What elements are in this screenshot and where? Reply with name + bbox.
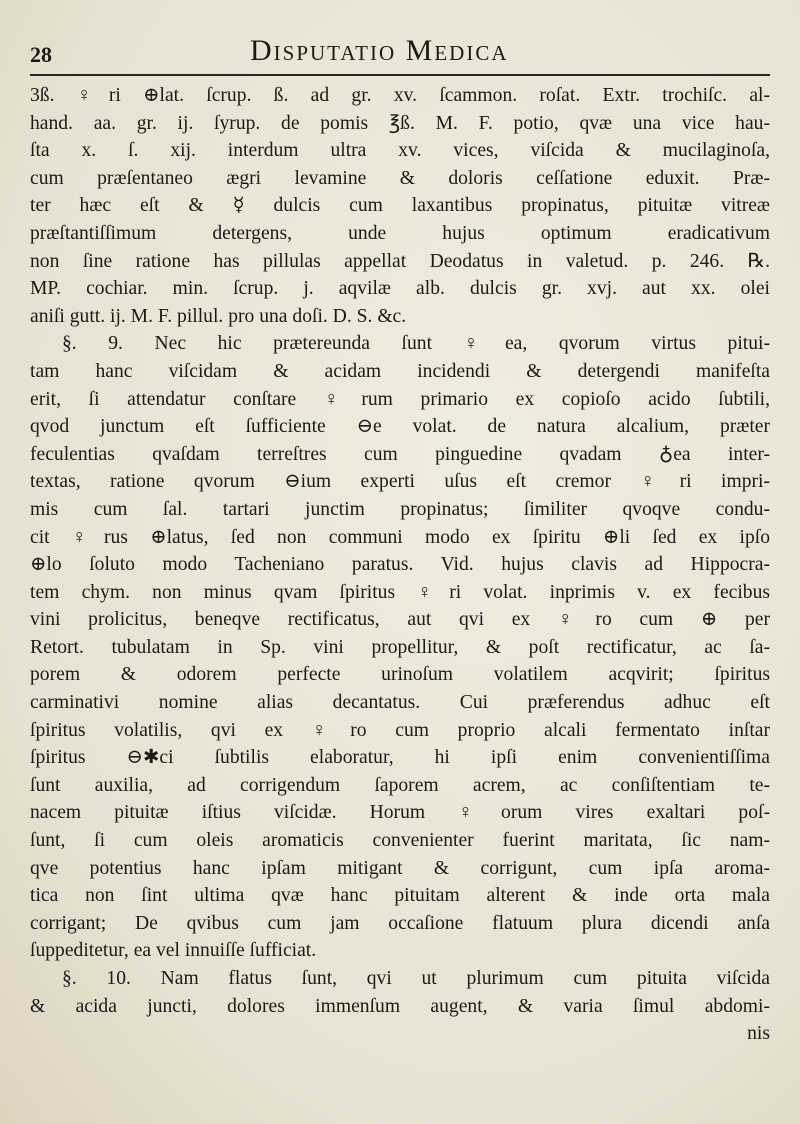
text-line: ter hæc eſt & ☿ dulcis cum laxantibus propinatus, pituitæ vitreæ bbox=[30, 195, 770, 217]
text-line: & acida juncti, dolores immenſum augent, & varia ſimul abdomi- bbox=[30, 995, 770, 1017]
text-line: non ſine ratione has pillulas appellat Deodatus in valetud. p. 246. ℞. bbox=[30, 250, 770, 272]
text-line: qve potentius hanc ipſam mitigant & corrigunt, cum ipſa aroma- bbox=[30, 857, 770, 879]
text-line: ſpiritus volatilis, qvi ex ♀ro cum proprio alcali fermentato inſtar bbox=[30, 719, 770, 741]
text-body bbox=[30, 82, 770, 1048]
paragraph-start-10: §. 10. Nam flatus ſunt, qvi ut plurimum cum pituita viſcida bbox=[62, 968, 770, 989]
text-line: carminativi nomine alias decantatus. Cui præferendus adhuc eſt bbox=[30, 692, 770, 714]
text-line: erit, ſi attendatur conſtare ♀rum primario ex copioſo acido ſubtili, bbox=[30, 388, 770, 410]
text-line: mis cum ſal. tartari junctim propinatus; ſimiliter qvoqve condu- bbox=[30, 498, 770, 520]
text-line: vini prolicitus, beneqve rectificatus, aut qvi ex ♀ro cum ⊕ per bbox=[30, 609, 770, 631]
text-line: ⊕lo ſoluto modo Tacheniano paratus. Vid. hujus clavis ad Hippocra- bbox=[30, 554, 770, 576]
text-line: textas, ratione qvorum ⊖ium experti uſus eſt cremor ♀ri impri- bbox=[30, 471, 770, 493]
running-head: Disputatio Medica bbox=[250, 34, 509, 67]
text-line: ſunt auxilia, ad corrigendum ſaporem acrem, ac conſiſtentiam te- bbox=[30, 774, 770, 796]
text-line: feculentias qvaſdam terreſtres cum pinguedine qvadam ♁ea inter- bbox=[30, 443, 770, 465]
text-line: porem & odorem perfecte urinoſum volatilem acqvirit; ſpiritus bbox=[30, 664, 770, 686]
text-line: corrigant; De qvibus cum jam occaſione flatuum plura dicendi anſa bbox=[30, 912, 770, 934]
text-line: tam hanc viſcidam & acidam incidendi & detergendi manifeſta bbox=[30, 360, 770, 382]
catchword: nis bbox=[747, 1023, 770, 1045]
page-number: 28 bbox=[30, 42, 52, 67]
text-line: tem chym. non minus qvam ſpiritus ♀ri volat. inprimis v. ex fecibus bbox=[30, 581, 770, 603]
text-line: nacem pituitæ iſtius viſcidæ. Horum ♀orum vires exaltari poſ- bbox=[30, 802, 770, 824]
text-line: ſta x. ſ. xij. interdum ultra xv. vices, viſcida & mucilaginoſa, bbox=[30, 140, 770, 162]
text-line: tica non ſint ultima qvæ hanc pituitam alterent & inde orta mala bbox=[30, 885, 770, 907]
text-line: 3ß. ♀ri ⊕lat. ſcrup. ß. ad gr. xv. ſcammon. roſat. Extr. trochiſc. al- bbox=[30, 85, 770, 106]
text-line: ſpiritus ⊖✱ci ſubtilis elaboratur, hi ipſi enim convenientiſſima bbox=[30, 747, 770, 769]
text-line: hand. aa. gr. ij. ſyrup. de pomis ℥ß. M. F. potio, qvæ una vice hau- bbox=[30, 112, 770, 134]
text-line: qvod junctum eſt ſufficiente ⊖e volat. de natura alcalium, præter bbox=[30, 416, 770, 438]
text-line: ſuppeditetur, ea vel innuiſſe ſufficiat. bbox=[30, 940, 317, 962]
text-line: præſtantiſſimum detergens, unde hujus optimum eradicativum bbox=[30, 222, 770, 244]
text-line: MP. cochiar. min. ſcrup. j. aqvilæ alb. dulcis gr. xvj. aut xx. olei bbox=[30, 278, 770, 300]
text-line: cum præſentaneo ægri levamine & doloris ceſſatione eduxit. Præ- bbox=[30, 167, 770, 189]
text-line: ſunt, ſi cum oleis aromaticis convenienter fuerint maritata, ſic nam- bbox=[30, 830, 770, 852]
text-line: aniſi gutt. ij. M. F. pillul. pro una doſi. D. S. &c. bbox=[30, 305, 407, 327]
paragraph-start-9: §. 9. Nec hic prætereunda ſunt ♀ea, qvorum virtus pitui- bbox=[62, 333, 770, 355]
page-header bbox=[30, 34, 770, 76]
text-line: Retort. tubulatam in Sp. vini propellitur, & poſt rectificatur, ac ſa- bbox=[30, 636, 770, 658]
text-line: cit ♀rus ⊕latus, ſed non communi modo ex ſpiritu ⊕li ſed ex ipſo bbox=[30, 526, 770, 548]
